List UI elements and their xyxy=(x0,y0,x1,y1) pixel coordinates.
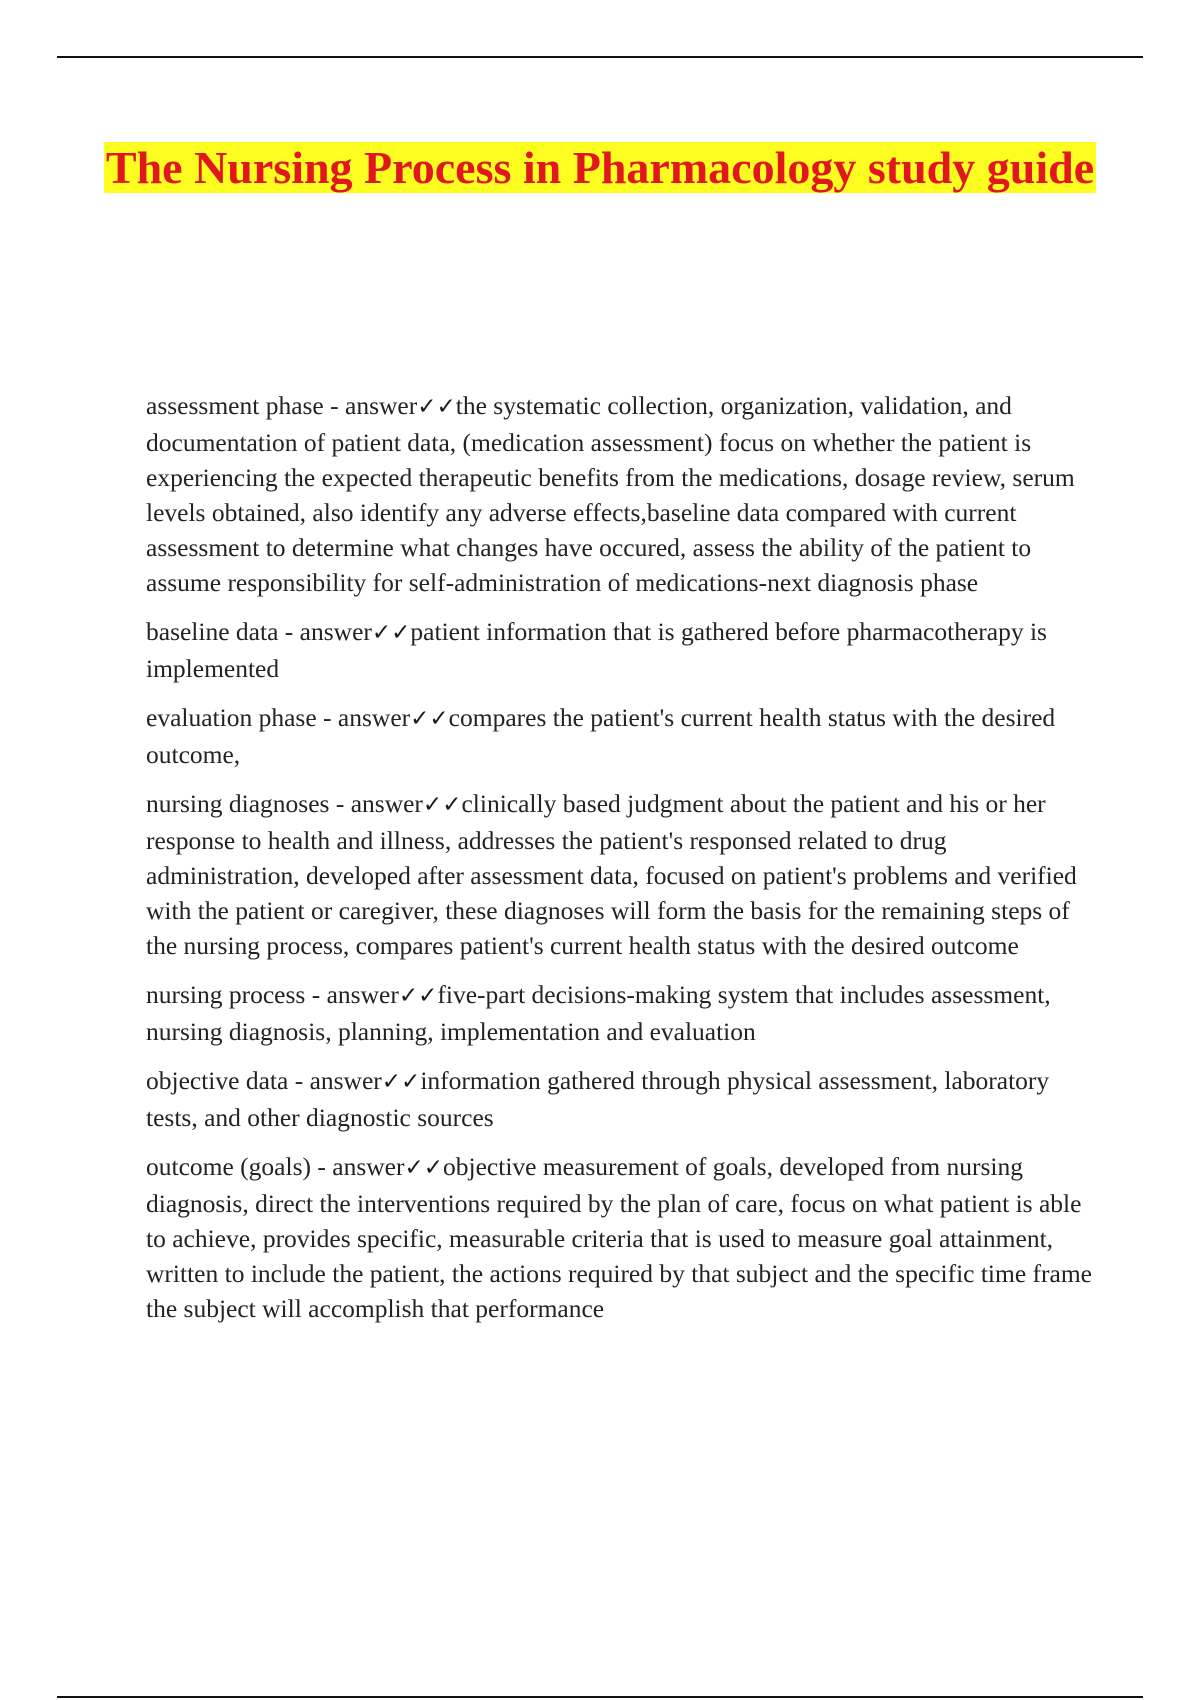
bottom-rule xyxy=(57,1696,1143,1698)
double-check-icon: ✓✓ xyxy=(381,1069,421,1095)
double-check-icon: ✓✓ xyxy=(371,620,411,646)
entry-term: nursing process xyxy=(146,980,306,1009)
answer-marker: answer xyxy=(337,703,411,732)
top-rule xyxy=(57,56,1143,58)
entry-term: outcome (goals) xyxy=(146,1152,311,1181)
entry-term: evaluation phase xyxy=(146,703,317,732)
page-title: The Nursing Process in Pharmacology study guide xyxy=(105,142,1095,193)
entry-definition: clinically based judgment about the patient and his or her response to health and illness, addresses the patient's responsed related to drug administration, developed after assessment data, focused on patient's problems and verified with the patient or caregiver, these diagnoses will form the basis for the remaining steps of the nursing process, compares patient's current health status with the desired outcome xyxy=(146,789,1077,960)
answer-marker: answer xyxy=(350,789,423,818)
entry-term: objective data xyxy=(146,1066,289,1095)
entry-outcome-goals: outcome (goals) - answer✓✓objective measurement of goals, developed from nursing diagnosis, direct the interventions required by the plan of care, focus on what patient is able to achieve, provides specific, measurable criteria that is used to measure goal attainment, written to include the patient, the actions required by that subject and the specific time frame the subject will accomplish that performance xyxy=(146,1152,1093,1323)
answer-marker: answer xyxy=(309,1066,382,1095)
double-check-icon: ✓✓ xyxy=(410,706,449,732)
entry-definition: the systematic collection, organization, validation, and documentation of patient data, (medication assessment) focus on whether the patient is experiencing the expected therapeutic benefits from the medications, dosage review, serum levels obtained, also identify any adverse effects,baseline data compared with current assessment to determine what changes have occured, assess the ability of the patient to assume responsibility for self-administration of medications-next diagnosis phase xyxy=(146,391,1075,597)
answer-marker: answer xyxy=(299,617,372,646)
entry-evaluation-phase: evaluation phase - answer✓✓compares the patient's current health status with the desired outcome, xyxy=(146,703,1056,769)
double-check-icon: ✓✓ xyxy=(417,394,456,420)
entry-assessment-phase: assessment phase - answer✓✓the systematic collection, organization, validation, and documentation of patient data, (medication assessment) focus on whether the patient is experiencing the expected therapeutic benefits from the medications, dosage review, serum levels obtained, also identify any adverse effects,baseline data compared with current assessment to determine what changes have occured, assess the ability of the patient to assume responsibility for self-administration of medications-next diagnosis phase xyxy=(146,391,1075,597)
entry-definition: compares the patient's current health status with the desired outcome, xyxy=(146,703,1056,769)
entry-term: assessment phase xyxy=(146,391,324,420)
answer-marker: answer xyxy=(326,980,399,1009)
study-guide-entries xyxy=(146,388,1096,1340)
double-check-icon: ✓✓ xyxy=(422,792,462,818)
answer-marker: answer xyxy=(345,391,418,420)
entry-nursing-process: nursing process - answer✓✓five-part decisions-making system that includes assessment, nursing diagnosis, planning, implementation and evaluation xyxy=(146,980,1051,1046)
entry-nursing-diagnoses: nursing diagnoses - answer✓✓clinically based judgment about the patient and his or her response to health and illness, addresses the patient's responsed related to drug administration, developed after assessment data, focused on patient's problems and verified with the patient or caregiver, these diagnoses will form the basis for the remaining steps of the nursing process, compares patient's current health status with the desired outcome xyxy=(146,789,1077,960)
entry-definition: objective measurement of goals, developed from nursing diagnosis, direct the interventions required by the plan of care, focus on what patient is able to achieve, provides specific, measurable criteria that is used to measure goal attainment, written to include the patient, the actions required by that subject and the specific time frame the subject will accomplish that performance xyxy=(146,1152,1093,1323)
entry-definition: five-part decisions-making system that includes assessment, nursing diagnosis, planning, implementation and evaluation xyxy=(146,980,1051,1046)
entry-term: nursing diagnoses xyxy=(146,789,330,818)
title-block xyxy=(100,140,1100,196)
entry-baseline-data: baseline data - answer✓✓patient information that is gathered before pharmacotherapy is implemented xyxy=(146,617,1047,683)
entry-term: baseline data xyxy=(146,617,279,646)
double-check-icon: ✓✓ xyxy=(398,983,438,1009)
double-check-icon: ✓✓ xyxy=(404,1155,444,1181)
entry-definition: information gathered through physical assessment, laboratory tests, and other diagnostic sources xyxy=(146,1066,1050,1132)
entry-objective-data: objective data - answer✓✓information gathered through physical assessment, laboratory tests, and other diagnostic sources xyxy=(146,1066,1050,1132)
answer-marker: answer xyxy=(332,1152,405,1181)
entry-definition: patient information that is gathered before pharmacotherapy is implemented xyxy=(146,617,1047,683)
